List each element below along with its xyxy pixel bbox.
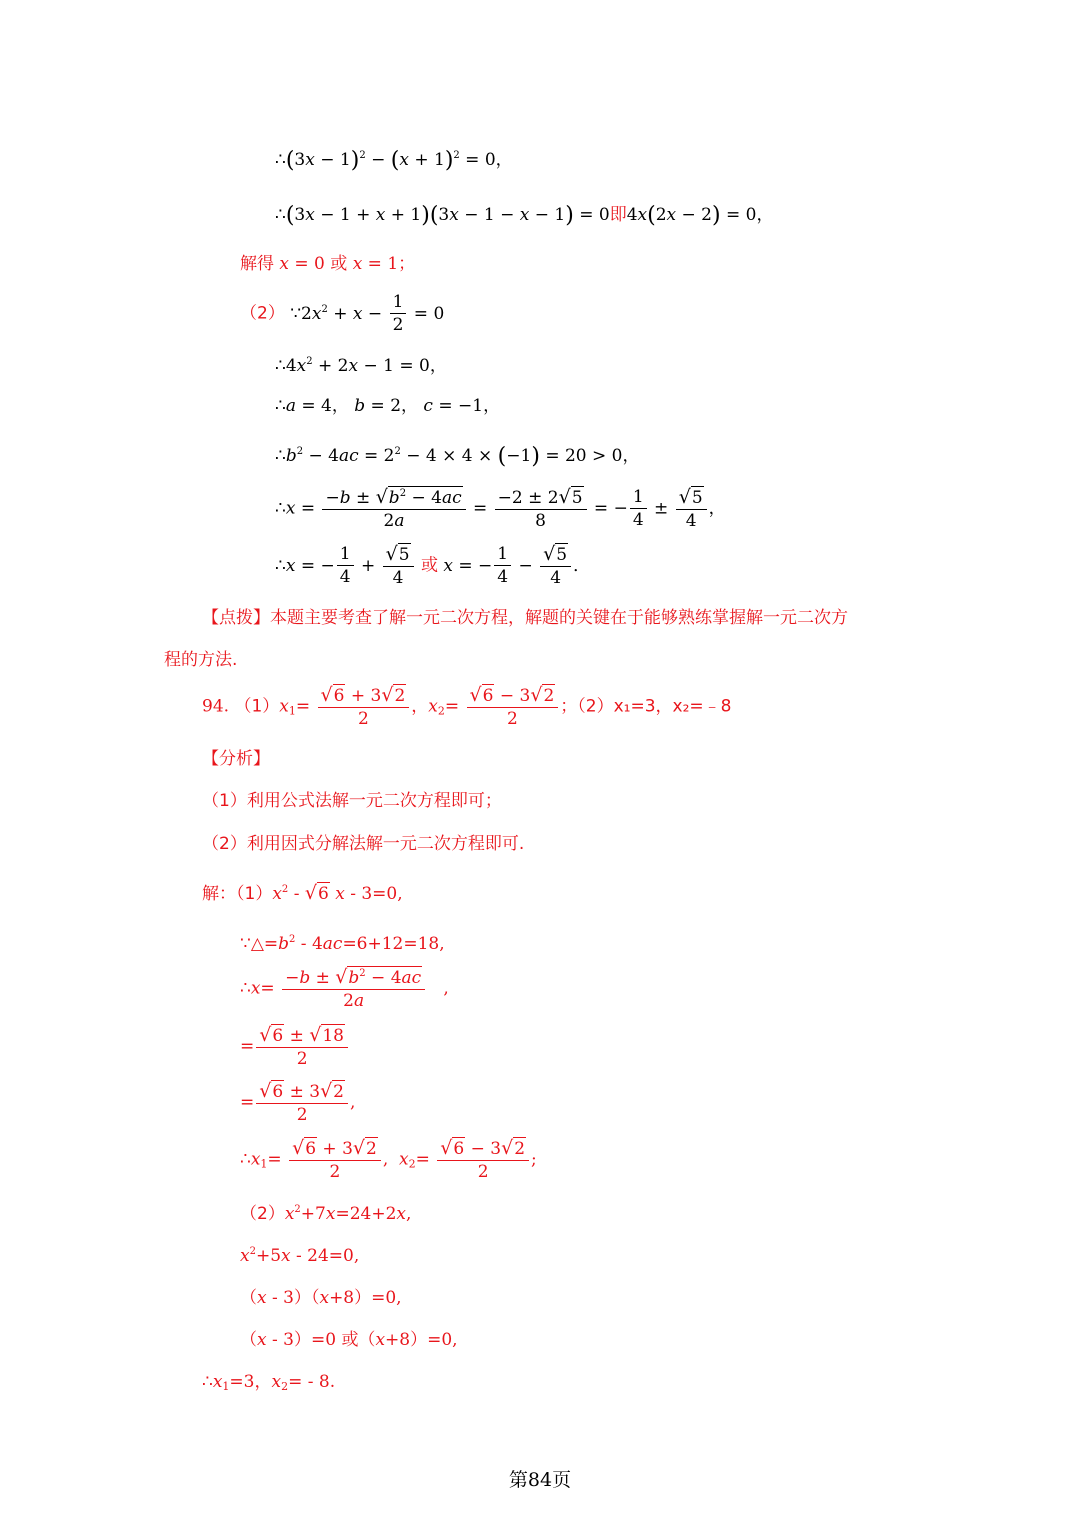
- part2-label: （2）: [240, 303, 285, 324]
- dianbo-text1: 本题主要考查了解一元二次方程，解题的关键在于能够熟练掌握解一元二次方: [270, 608, 848, 628]
- part2-result: $\therefore x_1=3$，$x_2= - 8$.: [202, 1372, 336, 1393]
- q93-roots: ∴x = − $\frac{1}{4}$ + $\frac{√5}{4}$ 或 x = − $\frac{1}{4}$ − $\frac{√5}{4}$ ．: [275, 543, 591, 588]
- q93-coefficients: ∴a = 4， b = 2， c = −1，: [275, 396, 501, 416]
- q93-quadratic-formula: ∴x = $\frac{-b \pm √b^2 - 4ac}{2a}$ = $\frac{-2 \pm 2√5}{8}$ = − $\frac{1}{4}$ ± $\frac{√5}{4}$ ，: [275, 486, 726, 531]
- analysis-2: （2）利用因式分解法解一元二次方程即可.: [202, 834, 525, 854]
- q93-step2: ∴(3x − 1 + x + 1)(3x − 1 − x − 1) = 0即4x(2x − 2) = 0，: [275, 203, 774, 228]
- q93-step-4x: $\therefore 4x^2 + 2x - 1 = 0$，: [275, 356, 447, 376]
- ji-connector: 即: [609, 205, 627, 225]
- dianbo-line2: [164, 652, 237, 669]
- page-number: 第84页: [508, 1469, 572, 1491]
- q94-answer-p1-label: （1）: [234, 696, 280, 717]
- part2-step3: （x - 3）=0 或（x+8）=0,: [240, 1330, 458, 1350]
- q93-discriminant: $\therefore b^2 - 4ac = 2^2 - 4 \times 4 \times (-1) = 20 > 0$，: [275, 444, 640, 469]
- dianbo-tag: 【点拨】: [202, 608, 270, 628]
- solution-roots: $\therefore x_1=$ $\frac{√6 + 3√2}{2}$ , $x_2=$ $\frac{√6 - 3√2}{2}$ ;: [240, 1137, 537, 1182]
- solution-label: 解：（1）: [202, 884, 273, 904]
- q93-step1: ∴(3x − $1)^2 - (x + 1)^2 = 0$，: [275, 148, 513, 173]
- part2-step2: （x - 3）（x+8）=0,: [240, 1288, 402, 1308]
- dianbo-text2: 程的方法.: [164, 650, 238, 670]
- q94-answer: 94. $(1)x_1=$ $\frac{√6 + 3√2}{2}$ ，$x_2=$ $\frac{√6 - 3√2}{2}$ ；（2）x₁=3，x₂=﹣8: [202, 684, 732, 729]
- q93-result: 解得 x = 0 或 x = 1；: [240, 254, 416, 274]
- solution-part1-eq: 解：$(1)x^2 - √6$ x - 3=0,: [202, 882, 403, 904]
- solution-delta: $\because\triangle=b^2 - 4ac=6+12=18$,: [240, 934, 445, 954]
- huo-connector: 或: [420, 555, 438, 576]
- q93-part2-given: （2） $\because 2x^2 + x$ − $\frac{1}{2}$ = 0: [240, 292, 445, 335]
- part2-step1: $x^2+5x - 24=0$,: [240, 1246, 360, 1266]
- solution-x-formula: ∴x= $\frac{-b \pm √b^2 - 4ac}{2a}$ ,: [240, 966, 449, 1011]
- solution-sqrt18: = $\frac{√6 \pm √18}{2}$: [240, 1026, 350, 1068]
- analysis-tag: 【分析】: [202, 749, 270, 769]
- q94-number: 94.: [202, 696, 230, 717]
- dianbo-line1: [202, 610, 848, 627]
- part2-equation: $(2)x^2+7x=24+2x$,: [240, 1204, 412, 1224]
- analysis-1: （1）利用公式法解一元二次方程即可；: [202, 791, 502, 811]
- q94-answer-p2: ；（2）x₁=3，x₂=﹣8: [560, 696, 732, 717]
- solution-3sqrt2: = $\frac{√6 \pm 3√2}{2}$ ,: [240, 1080, 356, 1125]
